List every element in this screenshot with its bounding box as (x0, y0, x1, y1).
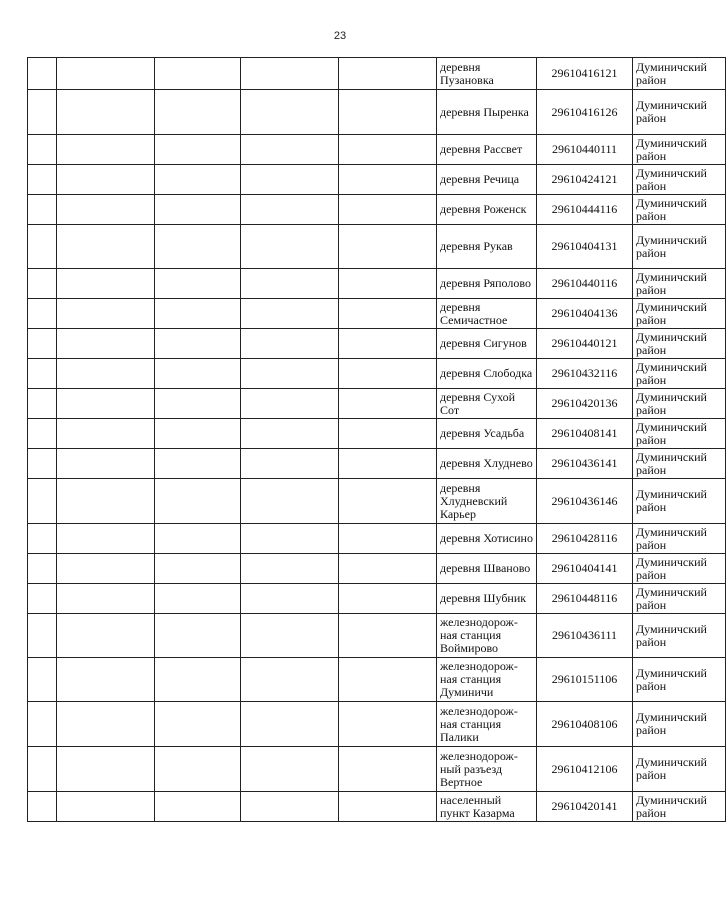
empty-cell (57, 329, 155, 359)
district-cell: Думиничский район (633, 389, 726, 419)
empty-cell (155, 58, 241, 90)
settlement-name-cell: железнодорож-ная станция Палики (437, 702, 537, 747)
empty-cell (28, 658, 57, 702)
oktmo-code-cell: 29610440116 (537, 269, 633, 299)
empty-cell (339, 58, 437, 90)
table-row (28, 554, 726, 584)
empty-cell (28, 702, 57, 747)
district-cell: Думиничский район (633, 90, 726, 135)
district-cell: Думиничский район (633, 419, 726, 449)
empty-cell (339, 479, 437, 524)
table-row (28, 479, 726, 524)
empty-cell (28, 135, 57, 165)
table-row (28, 419, 726, 449)
empty-cell (241, 419, 339, 449)
settlement-name-cell: деревня Усадьба (437, 419, 537, 449)
empty-cell (339, 299, 437, 329)
oktmo-code-cell: 29610412106 (537, 747, 633, 792)
district-cell: Думиничский район (633, 449, 726, 479)
empty-cell (57, 584, 155, 614)
empty-cell (155, 524, 241, 554)
empty-cell (155, 614, 241, 658)
oktmo-code-cell: 29610416126 (537, 90, 633, 135)
settlement-name-cell: деревня Шубник (437, 584, 537, 614)
empty-cell (241, 747, 339, 792)
settlement-name-cell: деревня Ряполово (437, 269, 537, 299)
empty-cell (155, 299, 241, 329)
district-cell: Думиничский район (633, 329, 726, 359)
district-cell: Думиничский район (633, 269, 726, 299)
empty-cell (28, 449, 57, 479)
empty-cell (28, 165, 57, 195)
empty-cell (155, 225, 241, 269)
oktmo-code-cell: 29610440111 (537, 135, 633, 165)
empty-cell (155, 792, 241, 822)
settlement-name-cell: железнодорож-ный разъезд Вертное (437, 747, 537, 792)
settlement-table (27, 57, 726, 822)
empty-cell (241, 225, 339, 269)
empty-cell (155, 195, 241, 225)
settlement-name-cell: деревня Сигунов (437, 329, 537, 359)
empty-cell (155, 658, 241, 702)
empty-cell (339, 702, 437, 747)
table-row (28, 702, 726, 747)
empty-cell (57, 747, 155, 792)
empty-cell (28, 359, 57, 389)
district-cell: Думиничский район (633, 554, 726, 584)
oktmo-code-cell: 29610420136 (537, 389, 633, 419)
settlement-name-cell: железнодорож-ная станция Воймирово (437, 614, 537, 658)
district-cell: Думиничский район (633, 479, 726, 524)
district-cell: Думиничский район (633, 702, 726, 747)
settlement-name-cell: деревня Сухой Сот (437, 389, 537, 419)
empty-cell (241, 658, 339, 702)
oktmo-code-cell: 29610436111 (537, 614, 633, 658)
table-row (28, 269, 726, 299)
district-cell: Думиничский район (633, 792, 726, 822)
table-row (28, 792, 726, 822)
empty-cell (28, 524, 57, 554)
empty-cell (28, 747, 57, 792)
empty-cell (155, 554, 241, 584)
empty-cell (339, 449, 437, 479)
empty-cell (155, 419, 241, 449)
empty-cell (339, 792, 437, 822)
empty-cell (241, 524, 339, 554)
empty-cell (241, 359, 339, 389)
empty-cell (57, 554, 155, 584)
empty-cell (28, 584, 57, 614)
empty-cell (339, 269, 437, 299)
empty-cell (339, 419, 437, 449)
empty-cell (57, 135, 155, 165)
table-row (28, 389, 726, 419)
empty-cell (339, 135, 437, 165)
settlement-name-cell: деревня Семичастное (437, 299, 537, 329)
table-row (28, 165, 726, 195)
empty-cell (155, 165, 241, 195)
settlement-name-cell: деревня Хотисино (437, 524, 537, 554)
empty-cell (57, 165, 155, 195)
oktmo-code-cell: 29610444116 (537, 195, 633, 225)
empty-cell (155, 90, 241, 135)
oktmo-code-cell: 29610424121 (537, 165, 633, 195)
settlement-name-cell: деревня Пыренка (437, 90, 537, 135)
oktmo-code-cell: 29610420141 (537, 792, 633, 822)
table-body (28, 58, 726, 822)
district-cell: Думиничский район (633, 135, 726, 165)
empty-cell (28, 614, 57, 658)
empty-cell (155, 135, 241, 165)
oktmo-code-cell: 29610428116 (537, 524, 633, 554)
empty-cell (155, 389, 241, 419)
empty-cell (155, 702, 241, 747)
empty-cell (155, 449, 241, 479)
oktmo-code-cell: 29610432116 (537, 359, 633, 389)
oktmo-code-cell: 29610151106 (537, 658, 633, 702)
empty-cell (28, 389, 57, 419)
empty-cell (339, 359, 437, 389)
district-cell: Думиничский район (633, 584, 726, 614)
empty-cell (339, 658, 437, 702)
empty-cell (155, 269, 241, 299)
district-cell: Думиничский район (633, 58, 726, 90)
empty-cell (57, 359, 155, 389)
district-cell: Думиничский район (633, 359, 726, 389)
district-cell: Думиничский район (633, 195, 726, 225)
empty-cell (57, 90, 155, 135)
table-row (28, 135, 726, 165)
table-row (28, 195, 726, 225)
empty-cell (155, 747, 241, 792)
empty-cell (241, 389, 339, 419)
empty-cell (28, 329, 57, 359)
empty-cell (241, 449, 339, 479)
empty-cell (339, 90, 437, 135)
table-row (28, 299, 726, 329)
empty-cell (241, 165, 339, 195)
empty-cell (28, 299, 57, 329)
settlement-name-cell: деревня Слободка (437, 359, 537, 389)
oktmo-code-cell: 29610404141 (537, 554, 633, 584)
settlement-name-cell: деревня Пузановка (437, 58, 537, 90)
empty-cell (28, 792, 57, 822)
settlement-name-cell: железнодорож-ная станция Думиничи (437, 658, 537, 702)
empty-cell (57, 269, 155, 299)
table-row (28, 225, 726, 269)
district-cell: Думиничский район (633, 299, 726, 329)
empty-cell (241, 614, 339, 658)
district-cell: Думиничский район (633, 614, 726, 658)
empty-cell (57, 658, 155, 702)
oktmo-code-cell: 29610404131 (537, 225, 633, 269)
empty-cell (241, 702, 339, 747)
district-cell: Думиничский район (633, 747, 726, 792)
empty-cell (28, 554, 57, 584)
empty-cell (241, 135, 339, 165)
oktmo-code-cell: 29610408141 (537, 419, 633, 449)
empty-cell (28, 195, 57, 225)
empty-cell (241, 584, 339, 614)
table-row (28, 359, 726, 389)
empty-cell (57, 614, 155, 658)
table-row (28, 58, 726, 90)
empty-cell (241, 479, 339, 524)
empty-cell (339, 225, 437, 269)
empty-cell (155, 479, 241, 524)
empty-cell (57, 389, 155, 419)
empty-cell (339, 524, 437, 554)
empty-cell (57, 299, 155, 329)
empty-cell (57, 225, 155, 269)
empty-cell (57, 702, 155, 747)
empty-cell (241, 554, 339, 584)
oktmo-code-cell: 29610408106 (537, 702, 633, 747)
district-cell: Думиничский район (633, 165, 726, 195)
settlement-name-cell: деревня Хлуднево (437, 449, 537, 479)
oktmo-code-cell: 29610436141 (537, 449, 633, 479)
empty-cell (57, 195, 155, 225)
empty-cell (155, 329, 241, 359)
table-row (28, 747, 726, 792)
table-row (28, 449, 726, 479)
empty-cell (241, 299, 339, 329)
empty-cell (339, 584, 437, 614)
oktmo-code-cell: 29610440121 (537, 329, 633, 359)
table-row (28, 329, 726, 359)
empty-cell (339, 554, 437, 584)
empty-cell (57, 524, 155, 554)
district-cell: Думиничский район (633, 225, 726, 269)
table-row (28, 614, 726, 658)
empty-cell (241, 792, 339, 822)
empty-cell (241, 329, 339, 359)
table-row (28, 658, 726, 702)
district-cell: Думиничский район (633, 524, 726, 554)
settlement-name-cell: деревня Рукав (437, 225, 537, 269)
empty-cell (57, 58, 155, 90)
district-cell: Думиничский район (633, 658, 726, 702)
empty-cell (339, 195, 437, 225)
empty-cell (155, 584, 241, 614)
oktmo-code-cell: 29610404136 (537, 299, 633, 329)
oktmo-code-cell: 29610416121 (537, 58, 633, 90)
table-row (28, 90, 726, 135)
settlement-name-cell: деревня Речица (437, 165, 537, 195)
empty-cell (241, 269, 339, 299)
empty-cell (155, 359, 241, 389)
empty-cell (339, 389, 437, 419)
empty-cell (339, 747, 437, 792)
empty-cell (57, 479, 155, 524)
empty-cell (339, 165, 437, 195)
settlement-name-cell: деревня Рассвет (437, 135, 537, 165)
empty-cell (241, 195, 339, 225)
empty-cell (57, 449, 155, 479)
empty-cell (339, 614, 437, 658)
empty-cell (28, 225, 57, 269)
settlement-name-cell: деревня Хлудневский Карьер (437, 479, 537, 524)
page-number: 23 (333, 30, 347, 42)
empty-cell (241, 58, 339, 90)
empty-cell (28, 479, 57, 524)
settlement-name-cell: деревня Шваново (437, 554, 537, 584)
empty-cell (339, 329, 437, 359)
oktmo-code-cell: 29610436146 (537, 479, 633, 524)
empty-cell (241, 90, 339, 135)
empty-cell (57, 792, 155, 822)
table-row (28, 524, 726, 554)
empty-cell (28, 419, 57, 449)
settlement-name-cell: деревня Роженск (437, 195, 537, 225)
empty-cell (28, 269, 57, 299)
empty-cell (28, 58, 57, 90)
oktmo-code-cell: 29610448116 (537, 584, 633, 614)
settlement-name-cell: населенный пункт Казарма (437, 792, 537, 822)
empty-cell (57, 419, 155, 449)
empty-cell (28, 90, 57, 135)
table-row (28, 584, 726, 614)
